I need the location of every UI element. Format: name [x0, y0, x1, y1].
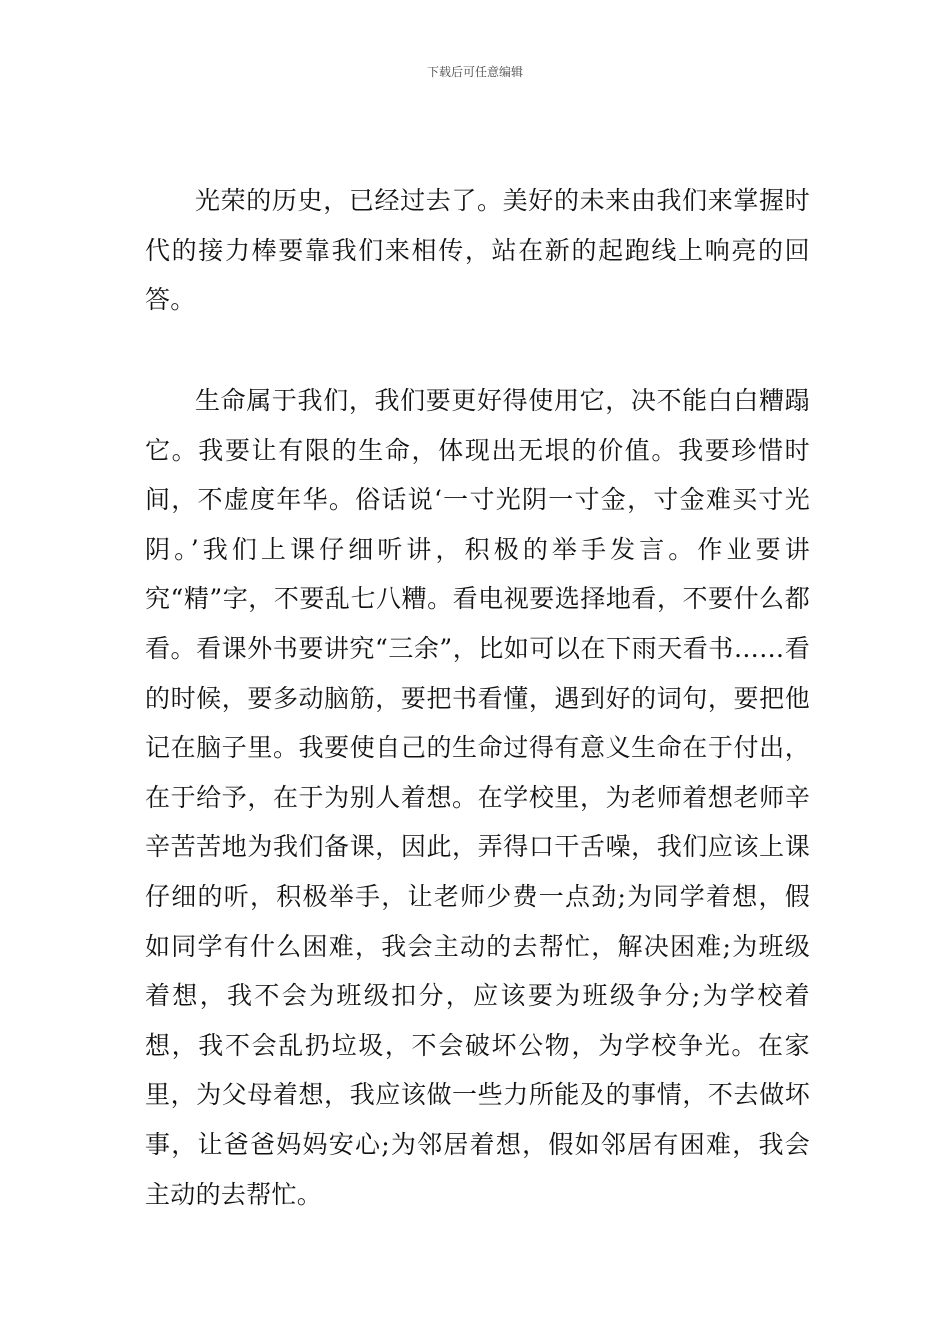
page-header-note: 下载后可任意编辑: [426, 65, 523, 79]
body-paragraph-1: 光荣的历史，已经过去了。美好的未来由我们来掌握时代的接力棒要靠我们来相传，站在新的起跑线上响亮的回答。: [145, 186, 810, 315]
body-paragraph-2: 生命属于我们，我们要更好得使用它，决不能白白糟蹋它。我要让有限的生命，体现出无垠的价值。我要珍惜时间，不虚度年华。俗话说‘一寸光阴一寸金，寸金难买寸光阴。’我们上课仔细听讲，积极的举手发言。作业要讲究“精”字，不要乱七八糟。看电视要选择地看，不要什么都看。看课外书要讲究“三余”，比如可以在下雨天看书……看的时候，要多动脑筋，要把书看懂，遇到好的词句，要把他记在脑子里。我要使自己的生命过得有意义生命在于付出，在于给予，在于为别人着想。在学校里，为老师着想老师辛辛苦苦地为我们备课，因此，弄得口干舌噪，我们应该上课仔细的听，积极举手，让老师少费一点劲;为同学着想，假如同学有什么困难，我会主动的去帮忙，解决困难;为班级着想，我不会为班级扣分，应该要为班级争分;为学校着想，我不会乱扔垃圾，不会破坏公物，为学校争光。在家里，为父母着想，我应该做一些力所能及的事情，不去做坏事，让爸爸妈妈安心;为邻居着想，假如邻居有困难，我会主动的去帮忙。: [145, 386, 810, 1209]
